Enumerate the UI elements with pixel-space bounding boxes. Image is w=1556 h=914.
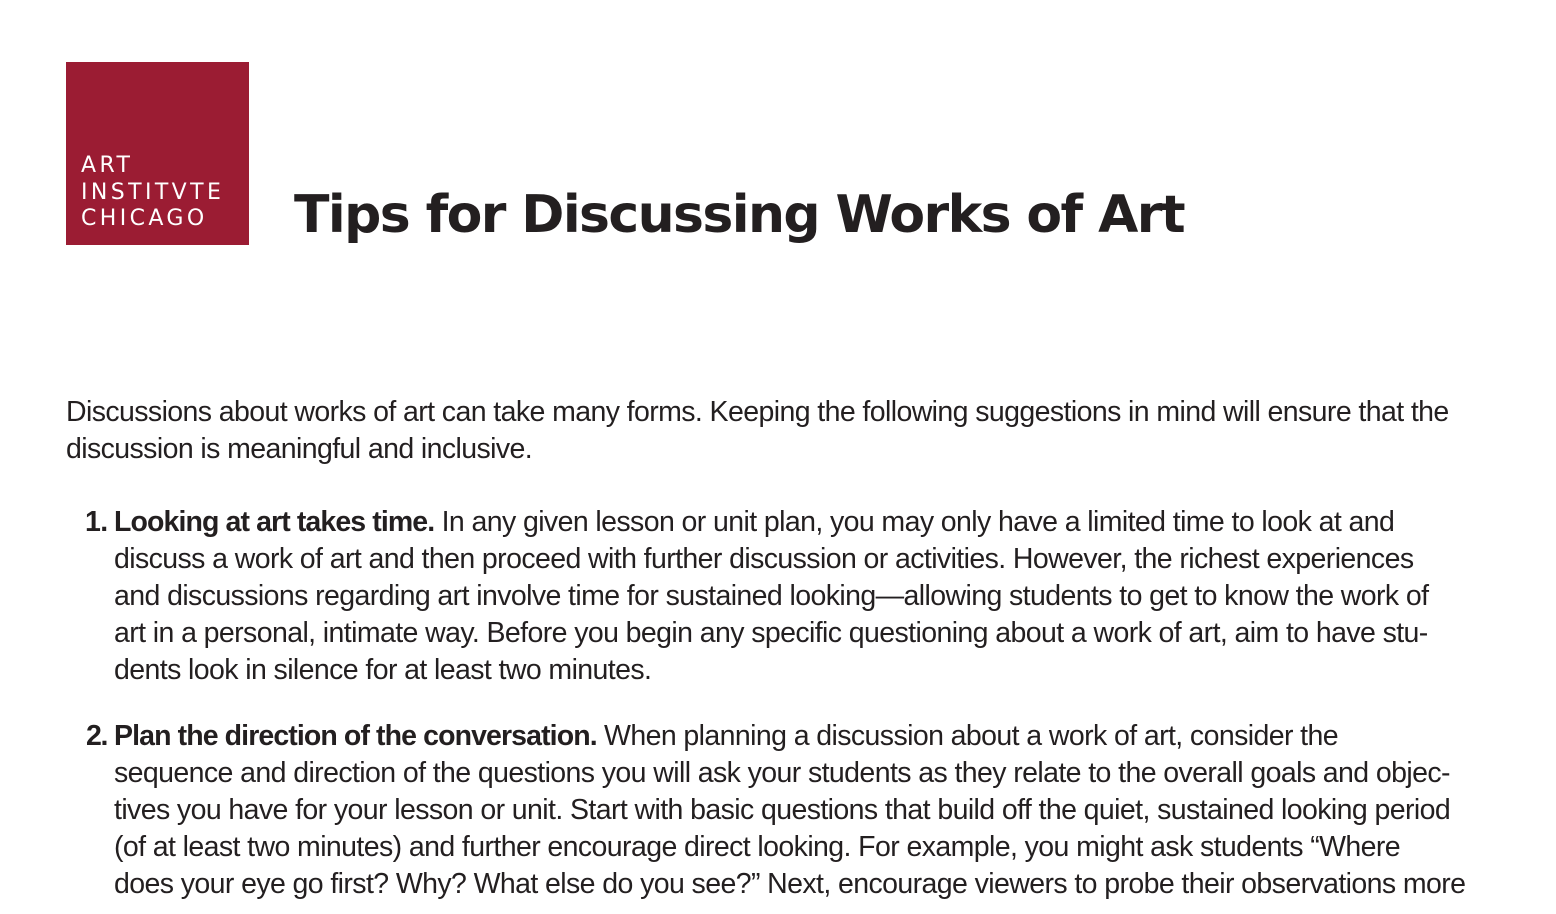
tip-line: discuss a work of art and then proceed with further discussion or activities. However, the richest experiences <box>114 543 1414 575</box>
tip-line: (of at least two minutes) and further encourage direct looking. For example, you might ask students “Where <box>114 831 1401 863</box>
page-title: Tips for Discussing Works of Art <box>294 185 1185 245</box>
tip-text: In any given lesson or unit plan, you may only have a limited time to look at and <box>434 506 1395 538</box>
tip-item-1 <box>85 504 1534 689</box>
tip-number: 1. <box>85 506 108 538</box>
tip-text: When planning a discussion about a work of art, consider the <box>596 720 1338 752</box>
tip-first-line <box>114 504 1534 541</box>
logo-line-institute: INSTITVTE <box>81 179 225 205</box>
tip-line: tives you have for your lesson or unit. Start with basic questions that build off the quiet, sustained looking period <box>114 794 1451 826</box>
intro-line: Discussions about works of art can take many forms. Keeping the following suggestions in mind will ensure that the <box>66 396 1449 428</box>
tip-first-line <box>114 718 1534 755</box>
tip-line: and discussions regarding art involve time for sustained looking—allowing students to get to know the work of <box>114 580 1429 612</box>
tip-line: sequence and direction of the questions you will ask your students as they relate to the overall goals and objec- <box>114 757 1450 789</box>
tip-line: art in a personal, intimate way. Before you begin any specific questioning about a work of art, aim to have stu- <box>114 617 1428 649</box>
logo-line-art: ART <box>81 153 134 178</box>
tip-heading: Plan the direction of the conversation. <box>114 720 597 752</box>
logo-line-chicago: CHICAGO <box>81 206 208 231</box>
intro-paragraph <box>66 394 1536 468</box>
logo-wordmark <box>81 153 224 233</box>
tip-item-2 <box>86 718 1534 903</box>
tip-heading: Looking at art takes time. <box>114 506 435 538</box>
tip-line: does your eye go first? Why? What else do you see?” Next, encourage viewers to probe their observations more <box>114 868 1466 900</box>
art-institute-logo <box>66 62 249 245</box>
tip-line: dents look in silence for at least two minutes. <box>114 654 652 686</box>
tip-number: 2. <box>86 720 107 752</box>
intro-line: discussion is meaningful and inclusive. <box>66 433 533 465</box>
